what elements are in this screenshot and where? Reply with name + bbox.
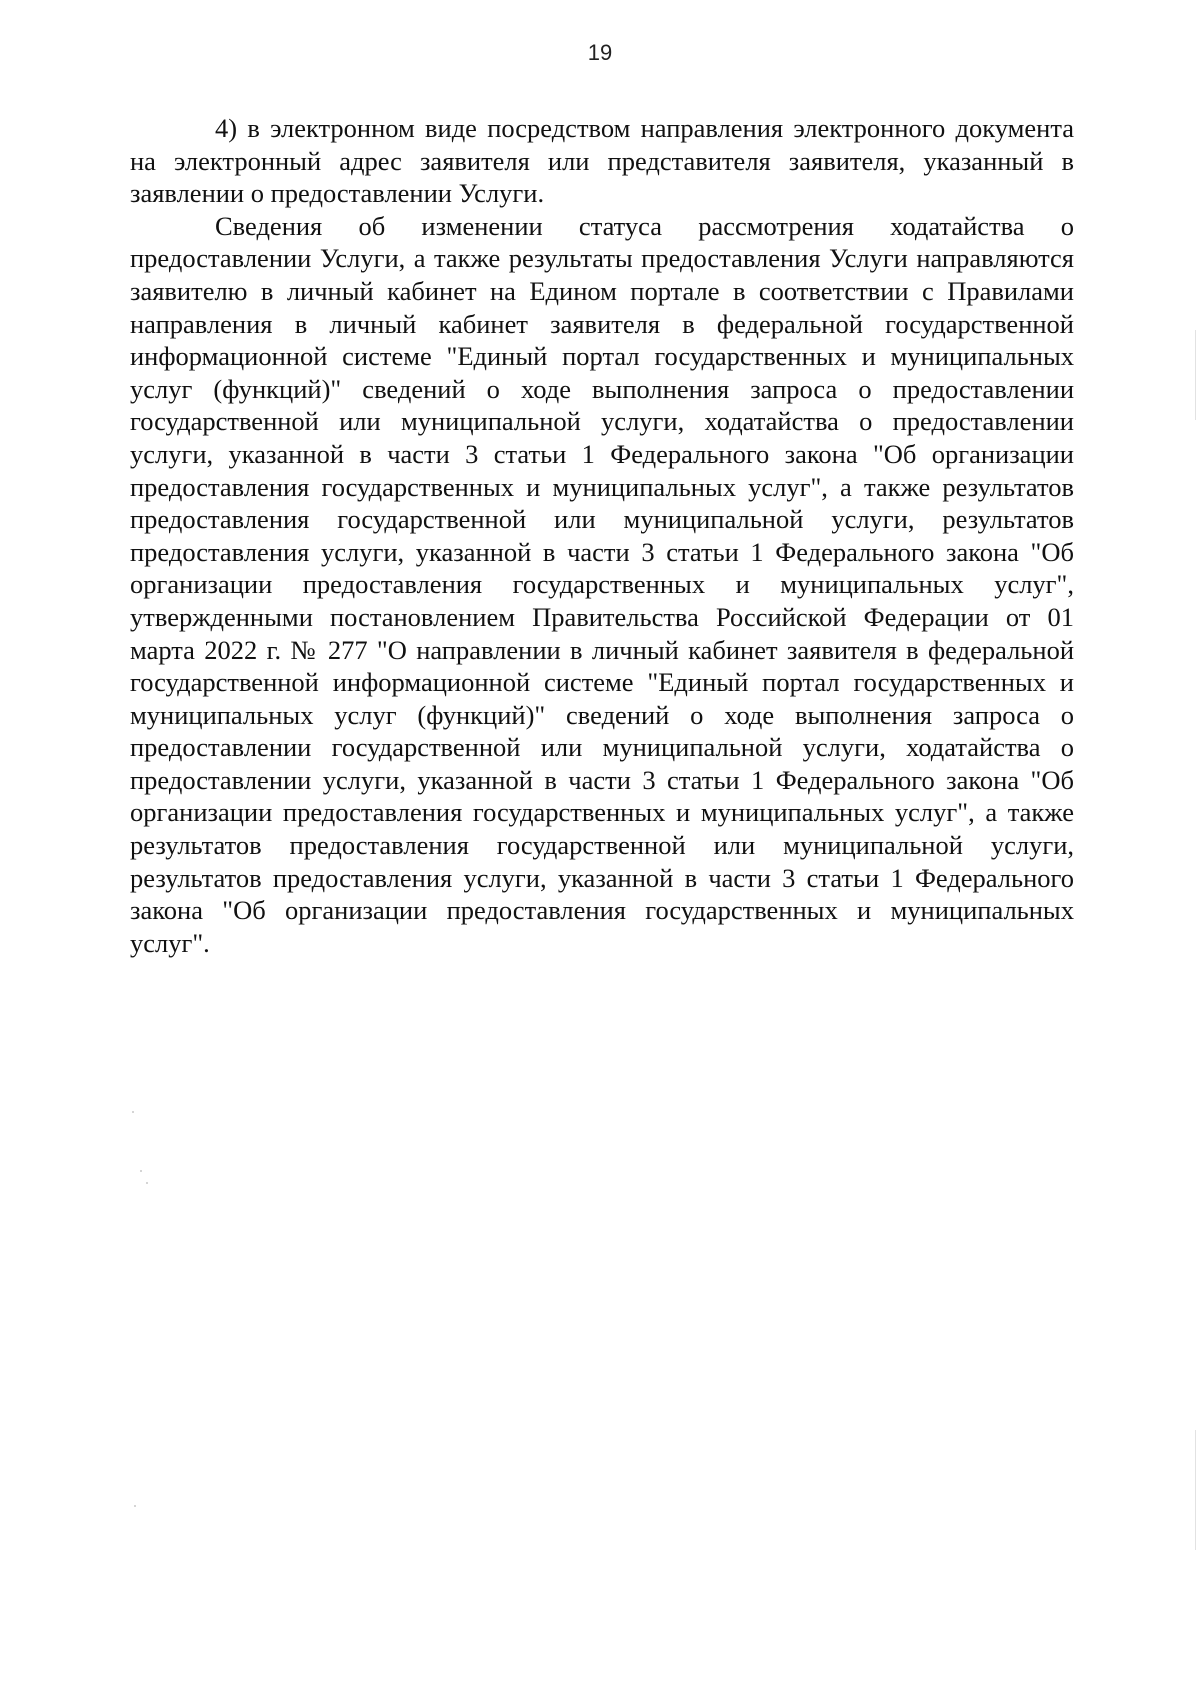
scan-edge-line [1195,330,1196,420]
document-body [130,112,1074,959]
scan-speck [146,1182,148,1184]
paragraph-electronic-delivery: 4) в электронном виде посредством направления электронного документа на электронный адрес заявителя или представителя заявителя, указанный в заявлении о предоставлении Услуги. [130,113,1074,209]
page-number: 19 [587,40,613,65]
scan-speck [134,1505,136,1507]
scan-speck [140,1170,142,1172]
scan-edge-line [1195,1430,1196,1550]
scan-speck [132,1111,134,1113]
paragraph-status-notification: Сведения об изменении статуса рассмотрения ходатайства о предоставлении Услуги, а также результаты предоставления Услуги направляются заявителю в личный кабинет на Едином портале в соответствии с Правилами направления в личный кабинет заявителя в федеральной государственной информационной системе "Единый портал государственных и муниципальных услуг (функций)" сведений о ходе выполнения запроса о предоставлении государственной или муниципальной услуги, ходатайства о предоставлении услуги, указанной в части 3 статьи 1 Федерального закона "Об организации предоставления государственных и муниципальных услуг", а также результатов предоставления государственной или муниципальной услуги, результатов предоставления услуги, указанной в части 3 статьи 1 Федерального закона "Об организации предоставления государственных и муниципальных услуг", утвержденными постановлением Правительства Российской Федерации от 01 марта 2022 г. № 277 "О направлении в личный кабинет заявителя в федеральной государственной информационной системе "Единый портал государственных и муниципальных услуг (функций)" сведений о ходе выполнения запроса о предоставлении государственной или муниципальной услуги, ходатайства о предоставлении услуги, указанной в части 3 статьи 1 Федерального закона "Об организации предоставления государственных и муниципальных услуг", а также результатов предоставления государственной или муниципальной услуги, результатов предоставления услуги, указанной в части 3 статьи 1 Федерального закона "Об организации предоставления государственных и муниципальных услуг". [130,210,1074,958]
